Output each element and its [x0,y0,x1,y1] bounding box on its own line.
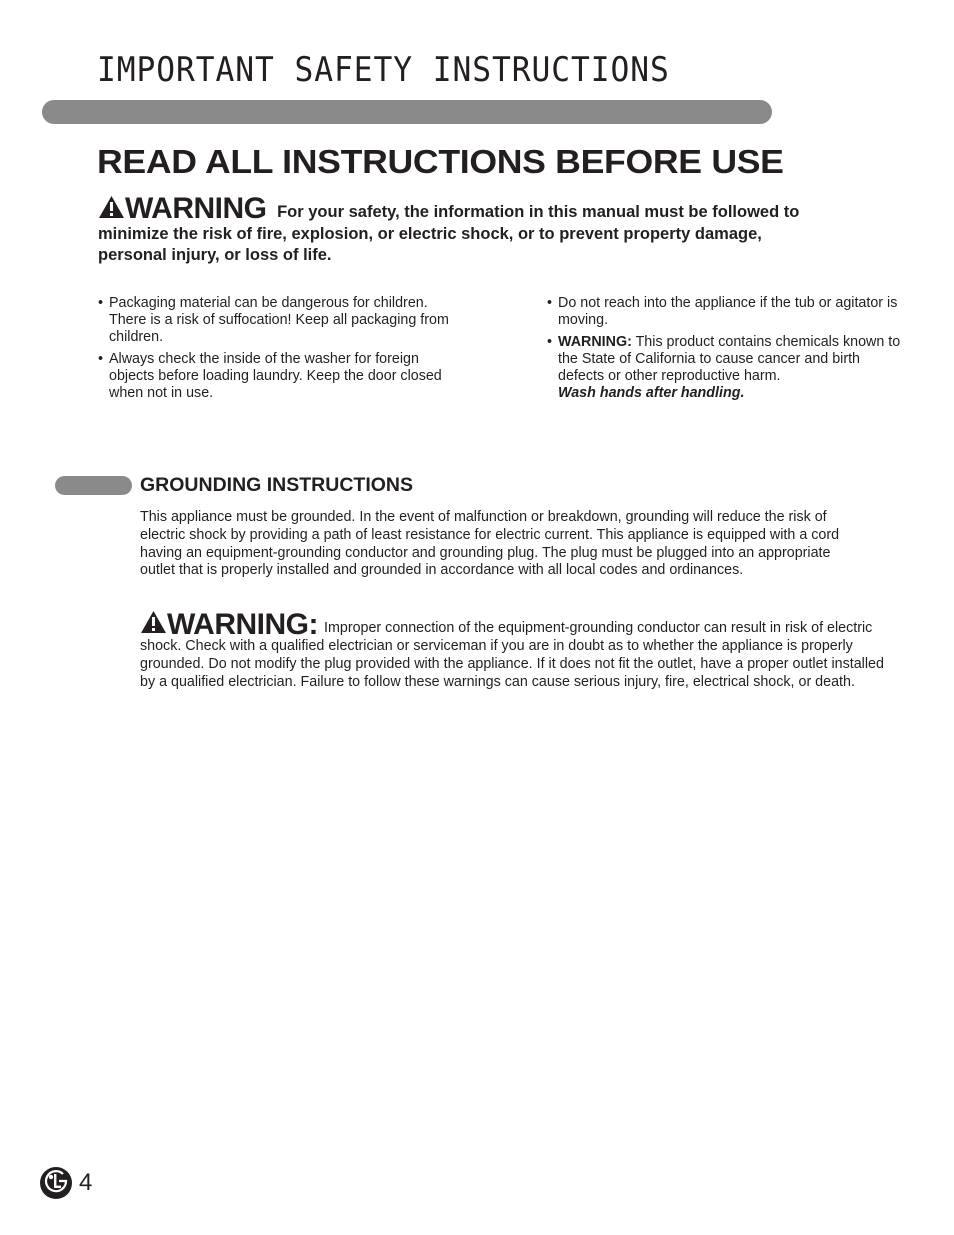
warning-label: WARNING: [167,608,318,641]
grounding-warning-text: Improper connection of the equipment-grounding conductor can result in risk of electric shock. Check with a qualified electrician or serviceman if you are in doubt as to whether the appliance is properly grounded. Do not modify the plug provided with the appliance. If it does not fit the outlet, have a proper outlet installed by a qualified electrician. Failure to follow these warnings can cause serious injury, fire, electrical shock, or death. [140,620,884,690]
page-number: 4 [79,1169,93,1196]
bullet-text: Packaging material can be dangerous for children. There is a risk of suffocation! Keep all packaging from children. [109,295,449,345]
lg-logo-icon [39,1166,73,1200]
bullet-list-left [98,295,468,407]
warning-label: WARNING [125,192,267,225]
section-heading: READ ALL INSTRUCTIONS BEFORE USE [97,143,784,180]
grounding-heading: GROUNDING INSTRUCTIONS [140,474,413,496]
prop65-warning-label: WARNING: [558,334,632,350]
warning-intro-text: For your safety, the information in this manual must be followed to minimize the risk of fire, explosion, or electric shock, or to prevent property damage, personal injury, or loss of life. [98,203,800,264]
bullet-text: Do not reach into the appliance if the tub or agitator is moving. [558,295,898,328]
bullet-list-right [547,295,907,407]
warning-triangle-icon [140,610,167,634]
list-item: • Packaging material can be dangerous for children. There is a risk of suffocation! Keep all packaging from children. [98,295,449,345]
warning-intro [98,192,818,267]
page-title: IMPORTANT SAFETY INSTRUCTIONS [97,50,670,90]
title-divider-bar [42,100,772,124]
list-item: • Do not reach into the appliance if the tub or agitator is moving. [547,295,898,328]
list-item: • WARNING: This product contains chemicals known to the State of California to cause cancer and birth defects or other reproductive harm. Wash hands after handling. [547,334,901,401]
list-item: • Always check the inside of the washer for foreign objects before loading laundry. Keep the door closed when not in use. [98,351,442,401]
bullet-text: This product contains chemicals known to the State of California to cause cancer and birth defects or other reproductive harm. [558,334,901,384]
grounding-warning [140,610,900,691]
wash-hands-note: Wash hands after handling. [558,385,745,401]
grounding-section-marker [55,476,132,495]
bullet-text: Always check the inside of the washer for foreign objects before loading laundry. Keep the door closed when not in use. [109,351,442,401]
grounding-body: This appliance must be grounded. In the event of malfunction or breakdown, grounding will reduce the risk of electric shock by providing a path of least resistance for electric current. This appliance is equipped with a cord having an equipment-grounding conductor and grounding plug. The plug must be plugged into an appropriate outlet that is properly installed and grounded in accordance with all local codes and ordinances. [140,509,840,579]
warning-triangle-icon [98,195,125,219]
